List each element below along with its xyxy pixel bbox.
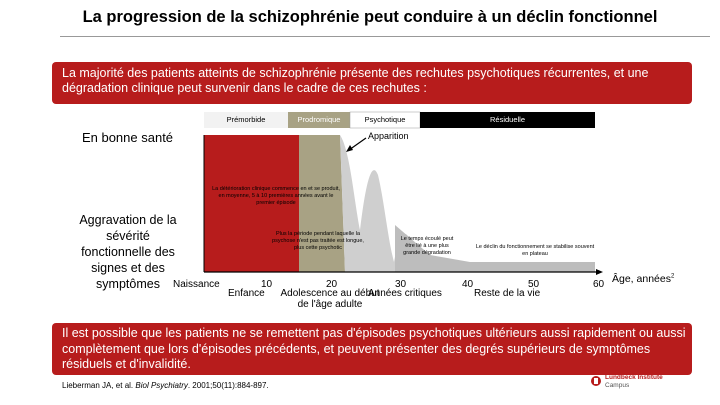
phase-label-premorbid: Prémorbide [226,115,266,124]
x-tick-30: 30 [395,279,407,290]
note-premorbid: La détérioration clinique commence en et se produit, en moyenne, 5 à 10 premières années avant le premier épisode [212,186,340,206]
x-tick-40: 40 [462,279,474,290]
intro-text: La majorité des patients atteints de schizophrénie présente des rechutes psychotiques récurrentes, et une dégradation clinique peut survenir dans le cadre de ces rechutes : [62,66,649,95]
onset-label: Apparition [368,131,409,141]
y-axis-top-label: En bonne santé [81,130,174,145]
onset-arrowhead [346,145,353,152]
x-axis-unit: Âge, années$^2$ [612,273,675,285]
note-untreated: Plus la période pendant laquelle la psychose n'est pas traitée est longue, plus cette psychotic [272,231,364,251]
phase-label-prodromal: Prodromique [297,115,341,124]
x-tick-60: 60 [593,279,605,290]
x-tick-20: 20 [326,279,338,290]
reference: Lieberman JA, et al. Biol Psychiatry. 2001;50(11):884-897. [62,381,269,390]
page-title: La progression de la schizophrénie peut conduire à un déclin fonctionnel [82,8,658,26]
period-childhood: Enfance [228,288,265,299]
y-axis-bottom-label: Aggravation de la sévérité fonctionnelle des signes et des symptômes [79,213,177,291]
logo-icon [590,374,602,386]
logo: Lundbeck Institute Campus [605,374,663,389]
x-tick-10: 10 [261,279,273,290]
phase-label-residual: Résiduelle [489,115,526,124]
x-axis-origin-label: Naissance [173,279,220,290]
note-time: Le temps écoulé peut être lié à une plus grande dégradation [400,236,454,256]
conclusion-text: Il est possible que les patients ne se remettent pas d'épisodes psychotiques ultérieurs aussi rapidement ou aussi complètement que lors d'épisodes précédents, et peuvent présenter des degrés supérieurs de symptômes résiduels et d'invalidité. [62,326,686,371]
x-axis-arrow [596,269,603,275]
period-adolescence: Adolescence au début de l'âge adulte [280,288,380,310]
note-plateau: Le déclin du fonctionnement se stabilise souvent en plateau [475,244,595,257]
x-tick-50: 50 [528,279,540,290]
period-critical: Années critiques [368,288,442,299]
phase-label-psychotic: Psychotique [364,115,406,124]
period-rest: Reste de la vie [474,288,541,299]
